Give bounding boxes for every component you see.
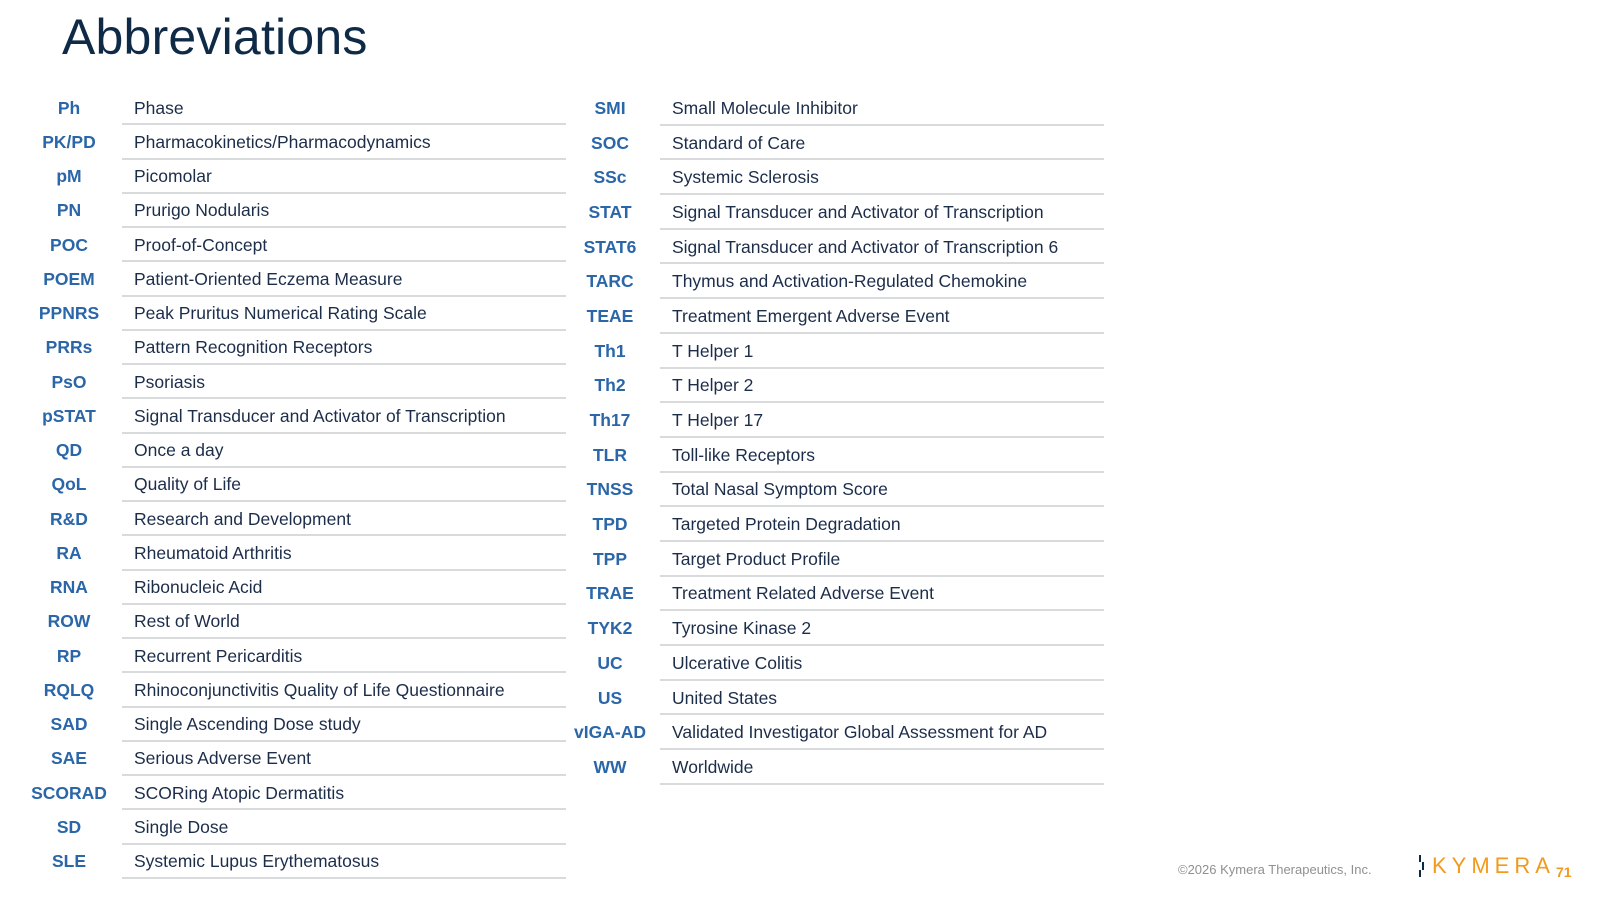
abbreviation-row: [30, 331, 566, 365]
abbreviation-row: [30, 810, 566, 844]
abbreviation-definition: Once a day: [122, 434, 566, 468]
logo-wordmark: KYMERA: [1432, 853, 1555, 878]
abbreviation-row: [570, 195, 1104, 230]
abbreviation-term: TPD: [592, 514, 628, 535]
abbreviation-term: TNSS: [586, 479, 634, 500]
abbreviation-definition: Research and Development: [122, 502, 566, 536]
abbreviation-row: [570, 750, 1104, 785]
abbreviation-definition: Patient-Oriented Eczema Measure: [122, 262, 566, 296]
abbreviation-term: STAT6: [583, 236, 637, 257]
abbreviation-definition: Validated Investigator Global Assessment for AD: [660, 715, 1104, 750]
abbreviation-row: [30, 365, 566, 399]
abbreviation-row: [30, 194, 566, 228]
abbreviation-definition: Quality of Life: [122, 468, 566, 502]
abbreviation-definition: Serious Adverse Event: [122, 742, 566, 776]
abbreviation-row: [30, 297, 566, 331]
abbreviation-definition: Rest of World: [122, 605, 566, 639]
abbreviation-row: [570, 126, 1104, 161]
abbreviation-definition: Systemic Sclerosis: [660, 160, 1104, 195]
abbreviation-row: [570, 646, 1104, 681]
abbreviation-row: [30, 845, 566, 879]
abbreviation-row: [30, 708, 566, 742]
abbreviation-row: [30, 673, 566, 707]
abbreviation-definition: Peak Pruritus Numerical Rating Scale: [122, 297, 566, 331]
abbreviation-definition: Pharmacokinetics/Pharmacodynamics: [122, 125, 566, 159]
abbreviation-definition: T Helper 17: [660, 403, 1104, 438]
abbreviation-definition: Total Nasal Symptom Score: [660, 473, 1104, 508]
abbreviation-term: RNA: [50, 577, 88, 598]
abbreviation-definition: Rheumatoid Arthritis: [122, 536, 566, 570]
abbreviation-row: [570, 681, 1104, 716]
abbreviation-term: ROW: [47, 611, 91, 632]
abbreviation-term: SD: [56, 816, 82, 837]
abbreviation-definition: Treatment Related Adverse Event: [660, 577, 1104, 612]
abbreviation-row: [570, 91, 1104, 126]
abbreviation-definition: Ulcerative Colitis: [660, 646, 1104, 681]
abbreviation-term: QD: [55, 440, 83, 461]
abbreviation-definition: Target Product Profile: [660, 542, 1104, 577]
abbreviation-definition: T Helper 1: [660, 334, 1104, 369]
abbreviation-definition: Signal Transducer and Activator of Transcription: [660, 195, 1104, 230]
abbreviation-term: TLR: [592, 444, 628, 465]
abbreviation-term: RA: [56, 542, 82, 563]
abbreviation-term: SMI: [594, 97, 626, 118]
abbreviation-row: [30, 434, 566, 468]
kymera-logo: [1418, 852, 1555, 880]
abbreviation-row: [30, 571, 566, 605]
abbreviation-term: SOC: [591, 132, 629, 153]
abbreviation-definition: Standard of Care: [660, 126, 1104, 161]
abbreviation-row: [570, 507, 1104, 542]
abbreviation-term: SSc: [593, 167, 627, 188]
abbreviation-term: UC: [597, 652, 623, 673]
abbreviation-term: QoL: [51, 474, 87, 495]
abbreviation-term: PK/PD: [42, 131, 96, 152]
abbreviation-term: SAE: [51, 748, 87, 769]
abbreviation-term: PRRs: [45, 337, 93, 358]
abbreviation-row: [570, 160, 1104, 195]
abbreviation-row: [30, 125, 566, 159]
abbreviation-term: pSTAT: [42, 405, 96, 426]
abbreviation-definition: Single Ascending Dose study: [122, 708, 566, 742]
abbreviation-definition: Proof-of-Concept: [122, 228, 566, 262]
abbreviation-row: [30, 91, 566, 125]
abbreviation-term: Th1: [594, 340, 626, 361]
abbreviation-definition: Small Molecule Inhibitor: [660, 91, 1104, 126]
abbreviation-definition: Rhinoconjunctivitis Quality of Life Questionnaire: [122, 673, 566, 707]
abbreviation-term: PsO: [51, 371, 87, 392]
abbreviation-row: [570, 334, 1104, 369]
abbreviation-term: RQLQ: [43, 679, 95, 700]
abbreviation-row: [30, 536, 566, 570]
abbreviation-row: [30, 776, 566, 810]
abbreviation-term: PPNRS: [38, 303, 100, 324]
abbreviation-row: [30, 605, 566, 639]
abbreviation-definition: Targeted Protein Degradation: [660, 507, 1104, 542]
abbreviation-term: TARC: [586, 271, 634, 292]
page-number: 71: [1556, 864, 1572, 880]
abbreviation-term: TEAE: [586, 305, 634, 326]
abbreviations-left-column: [30, 91, 566, 879]
abbreviation-definition: Signal Transducer and Activator of Transcription: [122, 399, 566, 433]
abbreviation-definition: T Helper 2: [660, 369, 1104, 404]
abbreviation-definition: Psoriasis: [122, 365, 566, 399]
abbreviation-term: TRAE: [586, 583, 634, 604]
abbreviation-row: [570, 403, 1104, 438]
abbreviation-term: R&D: [50, 508, 88, 529]
abbreviation-row: [570, 577, 1104, 612]
abbreviation-term: pM: [56, 166, 82, 187]
abbreviation-definition: Recurrent Pericarditis: [122, 639, 566, 673]
abbreviation-term: Th2: [594, 375, 626, 396]
abbreviation-definition: Prurigo Nodularis: [122, 194, 566, 228]
abbreviation-term: Ph: [57, 97, 81, 118]
abbreviation-term: SCORAD: [31, 782, 107, 803]
page-title: Abbreviations: [62, 9, 368, 65]
abbreviation-row: [30, 160, 566, 194]
abbreviation-row: [570, 611, 1104, 646]
abbreviation-row: [570, 230, 1104, 265]
abbreviation-term: TYK2: [587, 618, 633, 639]
abbreviation-term: WW: [593, 756, 627, 777]
copyright-notice: ©2026 Kymera Therapeutics, Inc.: [1178, 862, 1372, 877]
abbreviation-definition: Picomolar: [122, 160, 566, 194]
abbreviation-definition: SCORing Atopic Dermatitis: [122, 776, 566, 810]
abbreviation-term: vIGA-AD: [574, 722, 646, 743]
abbreviation-term: POC: [50, 234, 88, 255]
abbreviation-definition: Pattern Recognition Receptors: [122, 331, 566, 365]
abbreviation-row: [570, 438, 1104, 473]
abbreviation-definition: Treatment Emergent Adverse Event: [660, 299, 1104, 334]
abbreviation-row: [570, 715, 1104, 750]
abbreviation-row: [570, 264, 1104, 299]
abbreviation-row: [570, 299, 1104, 334]
abbreviation-row: [30, 742, 566, 776]
abbreviations-right-column: [570, 91, 1104, 785]
abbreviation-row: [30, 262, 566, 296]
abbreviation-row: [30, 468, 566, 502]
abbreviation-definition: Single Dose: [122, 810, 566, 844]
abbreviation-term: TPP: [592, 548, 628, 569]
abbreviation-term: PN: [56, 200, 82, 221]
abbreviation-definition: Signal Transducer and Activator of Transcription 6: [660, 230, 1104, 265]
logo-mark-icon: [1418, 852, 1428, 880]
abbreviation-term: Th17: [589, 410, 631, 431]
abbreviation-definition: Thymus and Activation-Regulated Chemokine: [660, 264, 1104, 299]
abbreviation-row: [30, 228, 566, 262]
abbreviation-row: [30, 399, 566, 433]
abbreviation-definition: Toll-like Receptors: [660, 438, 1104, 473]
abbreviation-row: [570, 473, 1104, 508]
abbreviation-row: [30, 639, 566, 673]
abbreviation-definition: Tyrosine Kinase 2: [660, 611, 1104, 646]
abbreviation-term: SAD: [50, 714, 88, 735]
abbreviation-term: US: [597, 687, 623, 708]
abbreviation-definition: Phase: [122, 91, 566, 125]
abbreviation-row: [570, 369, 1104, 404]
abbreviation-definition: Systemic Lupus Erythematosus: [122, 845, 566, 879]
abbreviation-row: [30, 502, 566, 536]
abbreviation-definition: United States: [660, 681, 1104, 716]
abbreviation-definition: Ribonucleic Acid: [122, 571, 566, 605]
abbreviation-term: STAT: [588, 201, 632, 222]
abbreviation-row: [570, 542, 1104, 577]
abbreviation-definition: Worldwide: [660, 750, 1104, 785]
abbreviation-term: RP: [56, 645, 82, 666]
abbreviation-term: SLE: [51, 851, 87, 872]
abbreviation-term: POEM: [43, 268, 95, 289]
